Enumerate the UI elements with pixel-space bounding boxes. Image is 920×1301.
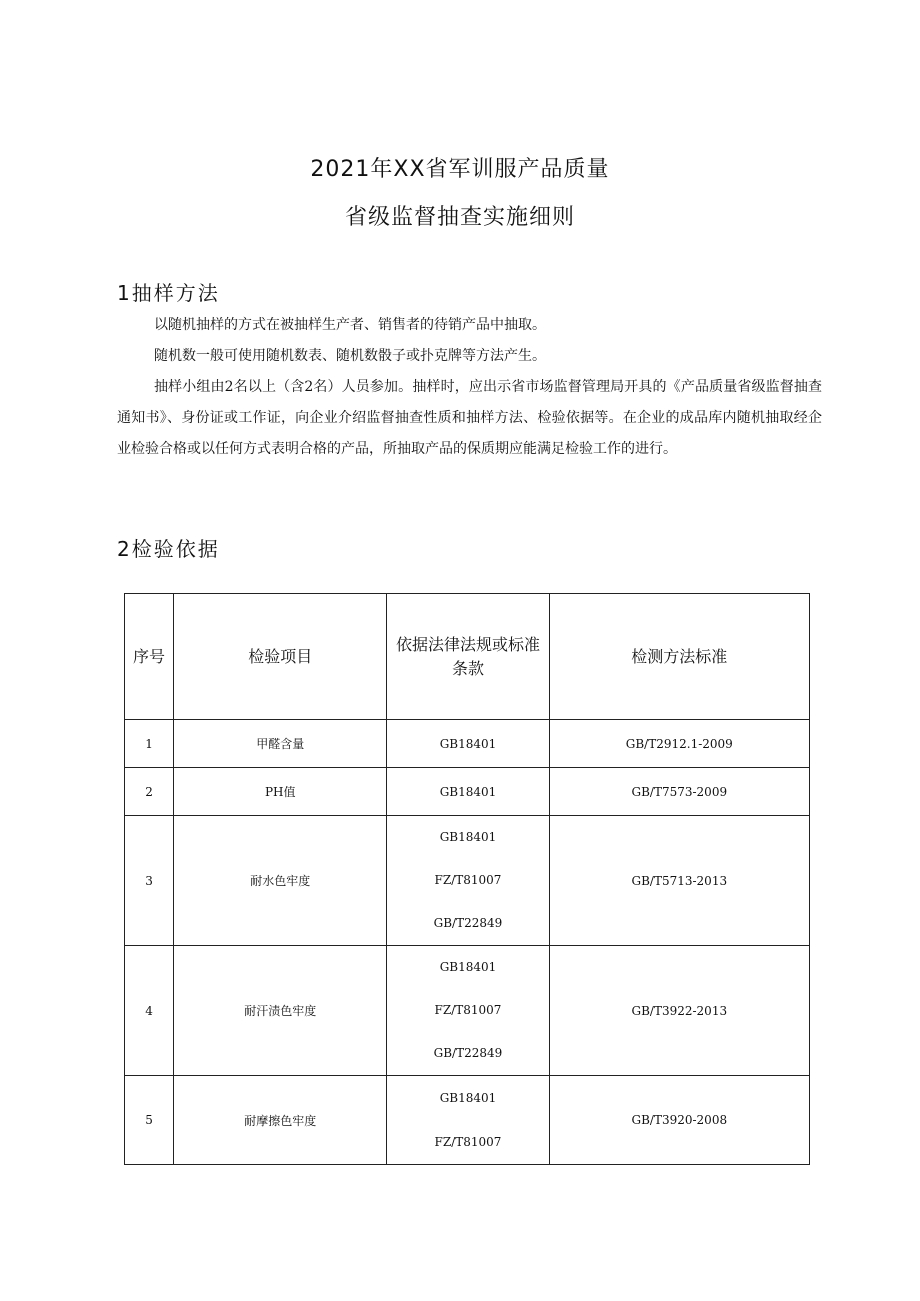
header-item: 检验项目 (174, 594, 387, 720)
row2-basis: GB18401 (387, 768, 549, 816)
section1-paragraph-3: 抽样小组由2名以上（含2名）人员参加。抽样时，应出示省市场监督管理局开具的《产品质量省级监督抽查通知书》、身份证或工作证，向企业介绍监督抽查性质和抽样方法、检验依据等。在企业的成品库内随机抽取经企业检验合格或以任何方式表明合格的产品，所抽取产品的保质期应能满足检验工作的进行。 (117, 379, 822, 457)
row5-item: 耐摩擦色牢度 (174, 1076, 387, 1165)
row1-serial: 1 (125, 720, 174, 768)
table-row (125, 768, 810, 816)
row2-method: GB/T7573-2009 (549, 768, 809, 816)
row4-item: 耐汗渍色牢度 (174, 946, 387, 1076)
row5-basis (387, 1076, 549, 1165)
table-row (125, 1076, 810, 1165)
row2-serial: 2 (125, 768, 174, 816)
section1-heading: 1抽样方法 (117, 281, 220, 305)
section2-heading: 2检验依据 (117, 537, 220, 561)
row5-basis-2: FZ/T81007 (434, 1135, 502, 1149)
document-title-line1: 2021年XX省军训服产品质量 (310, 157, 610, 182)
row3-basis-1: GB18401 (439, 830, 497, 844)
row4-serial: 4 (125, 946, 174, 1076)
header-serial: 序号 (125, 594, 174, 720)
header-basis-text: 依据法律法规或标准条款 (395, 634, 540, 678)
row3-basis (387, 816, 549, 946)
row4-basis (387, 946, 549, 1076)
table-row (125, 720, 810, 768)
row1-method: GB/T2912.1-2009 (549, 720, 809, 768)
document-title-line2: 省级监督抽查实施细则 (344, 205, 575, 230)
row3-basis-2: FZ/T81007 (434, 873, 502, 887)
row5-basis-1: GB18401 (439, 1091, 497, 1105)
header-basis (387, 594, 549, 720)
row2-item: PH值 (174, 768, 387, 816)
header-method: 检测方法标准 (549, 594, 809, 720)
table-header-row (125, 594, 810, 720)
row3-serial: 3 (125, 816, 174, 946)
row3-method: GB/T5713-2013 (549, 816, 809, 946)
table-row (125, 946, 810, 1076)
row3-basis-3: GB/T22849 (433, 916, 503, 930)
row3-item: 耐水色牢度 (174, 816, 387, 946)
row4-method: GB/T3922-2013 (549, 946, 809, 1076)
table-row (125, 816, 810, 946)
row1-basis: GB18401 (387, 720, 549, 768)
row4-basis-2: FZ/T81007 (434, 1003, 502, 1017)
row4-basis-1: GB18401 (439, 960, 497, 974)
section1-paragraph-1: 以随机抽样的方式在被抽样生产者、销售者的待销产品中抽取。 (154, 317, 546, 333)
row5-serial: 5 (125, 1076, 174, 1165)
inspection-basis-table (124, 593, 810, 1165)
row4-basis-3: GB/T22849 (433, 1046, 503, 1060)
row1-item: 甲醛含量 (174, 720, 387, 768)
row5-method: GB/T3920-2008 (549, 1076, 809, 1165)
section1-paragraph-2: 随机数一般可使用随机数表、随机数骰子或扑克牌等方法产生。 (154, 348, 546, 364)
